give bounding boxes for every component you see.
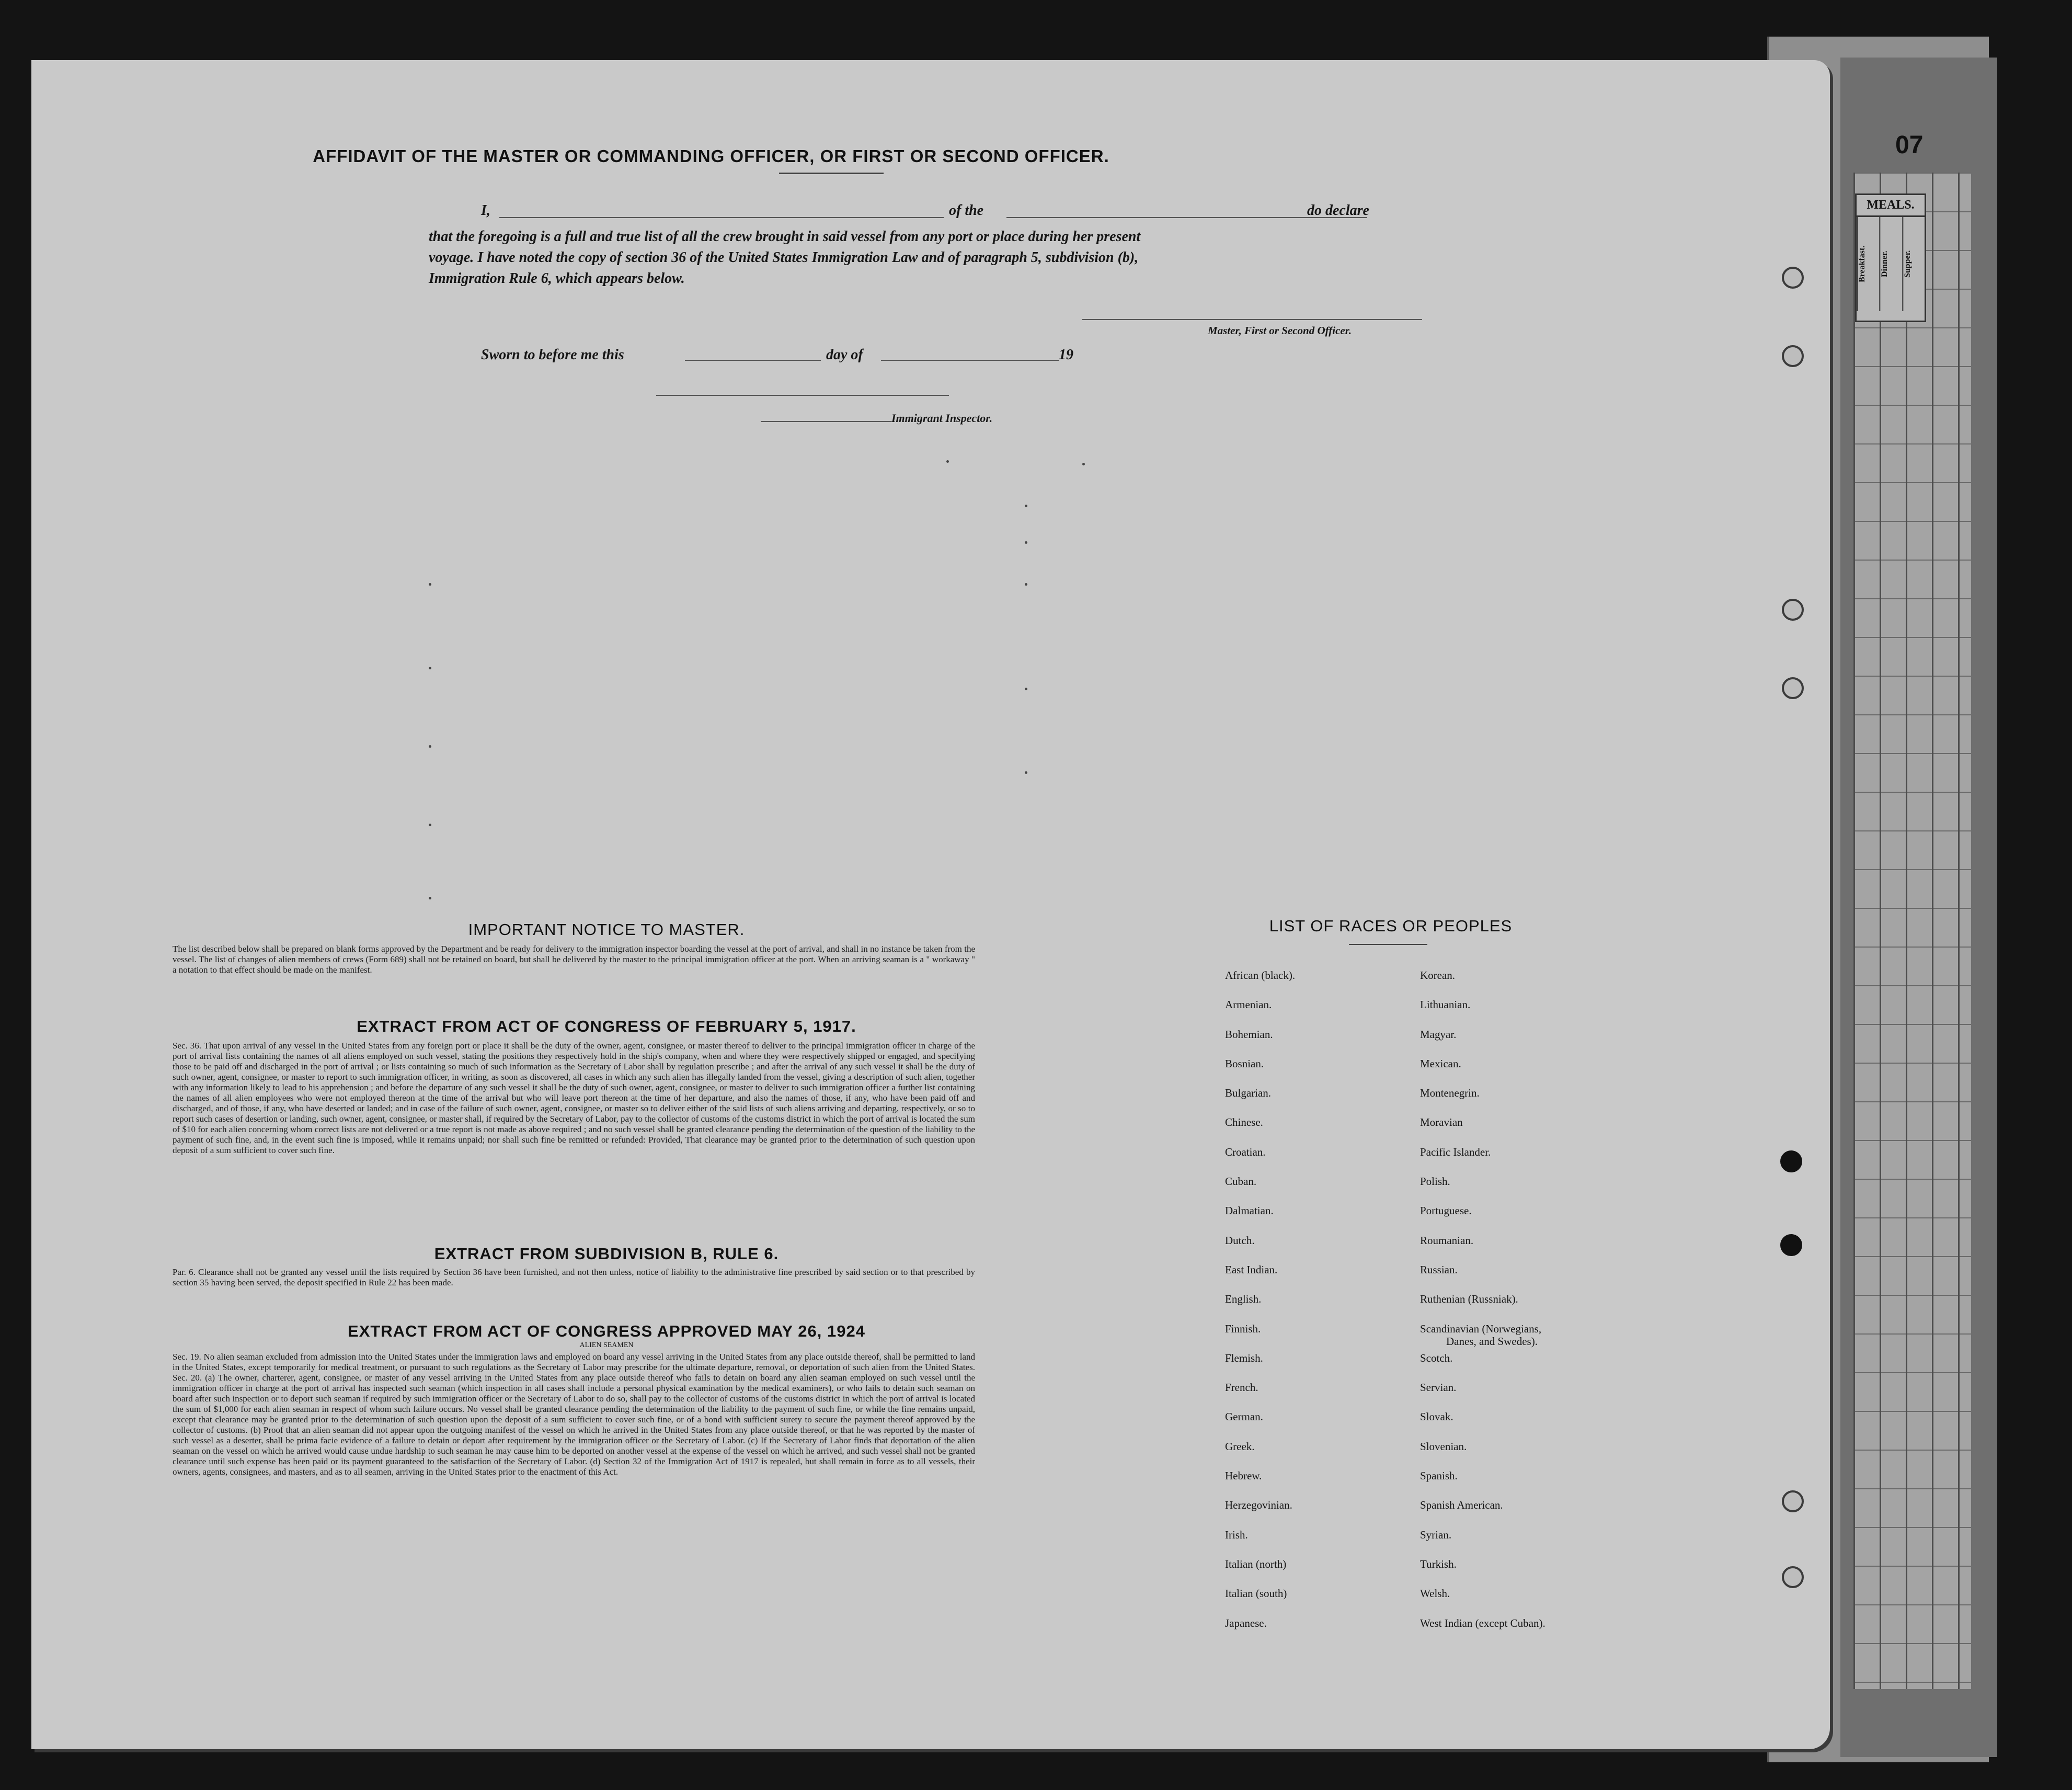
race-item: Pacific Islander. bbox=[1420, 1145, 1491, 1158]
races-left-column bbox=[1225, 969, 1295, 1646]
race-item: Chinese. bbox=[1225, 1116, 1263, 1129]
faint-mark bbox=[429, 824, 431, 826]
race-item: Dalmatian. bbox=[1225, 1204, 1274, 1217]
race-item: Turkish. bbox=[1420, 1557, 1457, 1570]
notice-body: The list described below shall be prepared on blank forms approved by the Department and be ready for delivery to the immigration inspector boarding the vessel at the port of arrival, and shall in no instance be taken from the vessel. The list of changes of alien members of crews (Form 689) shall not be retained on board, but shall be delivered by the master to the principal immigration officer at the port. When an arriving seaman is a " workaway " a notation to that effect should be made on the manifest. bbox=[173, 944, 975, 975]
document-page bbox=[31, 60, 1830, 1749]
race-item: Hebrew. bbox=[1225, 1469, 1262, 1483]
race-item: Dutch. bbox=[1225, 1234, 1255, 1247]
faint-mark bbox=[429, 897, 431, 899]
punch-hole bbox=[1782, 677, 1804, 699]
race-item: Slovak. bbox=[1420, 1410, 1453, 1423]
race-item: Flemish. bbox=[1225, 1351, 1263, 1364]
race-item: Portuguese. bbox=[1420, 1204, 1472, 1217]
meals-title: MEALS. bbox=[1857, 195, 1925, 217]
race-item: Moravian bbox=[1420, 1116, 1463, 1129]
race-item: Spanish. bbox=[1420, 1469, 1458, 1483]
inspector-label: Immigrant Inspector. bbox=[891, 412, 993, 425]
race-item: Italian (north) bbox=[1225, 1557, 1287, 1570]
year-label: 19 bbox=[1059, 347, 1073, 363]
race-item: Roumanian. bbox=[1420, 1234, 1474, 1247]
race-item: West Indian (except Cuban). bbox=[1420, 1616, 1546, 1629]
race-item: African (black). bbox=[1225, 969, 1296, 982]
race-item: German. bbox=[1225, 1410, 1263, 1423]
faint-mark bbox=[429, 667, 431, 669]
race-item-scandinavian: Scandinavian (Norwegians, bbox=[1420, 1322, 1542, 1335]
race-item: Herzegovinian. bbox=[1225, 1499, 1292, 1512]
race-item: Magyar. bbox=[1420, 1028, 1457, 1041]
race-item: Mexican. bbox=[1420, 1057, 1461, 1070]
name-blank bbox=[499, 217, 944, 218]
affidavit-line-2: voyage. I have noted the copy of section 36 of the United States Immigration Law and of paragraph 5, subdivision (b), bbox=[429, 249, 1139, 266]
race-item: Welsh. bbox=[1420, 1587, 1450, 1600]
race-item: Cuban. bbox=[1225, 1175, 1257, 1188]
notice-title: IMPORTANT NOTICE TO MASTER. bbox=[468, 920, 745, 939]
affidavit-line-1: that the foregoing is a full and true list of all the crew brought in said vessel from any port or place during her present bbox=[429, 229, 1141, 245]
punch-hole bbox=[1782, 345, 1804, 367]
meals-column-header bbox=[1855, 193, 1926, 322]
faint-mark bbox=[1082, 463, 1085, 465]
extract-1917-body: Sec. 36. That upon arrival of any vessel in the United States from any foreign port or place it shall be the duty of the owner, agent, consignee, or master thereof to deliver to the principal immigration officer in charge of the port of arrival lists containing the names of all aliens employed on such vessel, stating the positions they respectively hold in the ship's company, when and where they were respectively shipped or engaged, and specifying those to be paid off and discharged in the port of arrival ; or lists containing so much of such information as the Secretary of Labor shall by regulation prescribe ; and after the arrival of any such vessel it shall be the duty of such owner, agent, consignee, or master to report to such immigration officer, in writing, as soon as discovered, all cases in which any such alien has illegally landed from the vessel, giving a description of such alien, together with any information likely to lead to his apprehension ; and before the departure of any such vessel it shall be the duty of such owner, agent, consignee, or master to deliver to such immigration officer a further list containing the names of all alien employees who were not employed thereon at the time of the arrival but who will leave port thereon at the time of her departure, and also the names of those, if any, who have been paid off and discharged, and of those, if any, who have deserted or landed; and in case of the failure of such owner, agent, consignee, or master so to deliver either of the said lists of such aliens arriving and departing, respectively, or so to report such cases of desertion or landing, such owner, agent, consignee, or master shall, if required by the Secretary of Labor, pay to the collector of customs of the customs district in which the port of arrival is located the sum of $10 for each alien concerning whom correct lists are not delivered or a true report is not made as above required ; and no such vessel shall be granted clearance pending the determination of the question of the liability to the payment of such fine, and, in the event such fine is imposed, while it remains unpaid; nor shall such fine be remitted or refunded: Provided, That clearance may be granted prior to the determination of such question upon deposit of a sum sufficient to cover such fine. bbox=[173, 1041, 975, 1155]
race-item: Russian. bbox=[1420, 1263, 1458, 1276]
faint-mark bbox=[946, 460, 949, 463]
title-underline bbox=[779, 173, 884, 174]
race-item: Greek. bbox=[1225, 1440, 1255, 1453]
race-item: East Indian. bbox=[1225, 1263, 1278, 1276]
faint-mark bbox=[1025, 541, 1027, 544]
master-signature-label: Master, First or Second Officer. bbox=[1208, 324, 1352, 337]
inspector-line-2 bbox=[761, 421, 891, 422]
race-item bbox=[1420, 1322, 1546, 1352]
race-item: Lithuanian. bbox=[1420, 998, 1471, 1011]
sworn-label: Sworn to before me this bbox=[481, 347, 624, 363]
extract-1917-title: EXTRACT FROM ACT OF CONGRESS OF FEBRUARY 5, 1917. bbox=[357, 1017, 856, 1035]
rule-6-title: EXTRACT FROM SUBDIVISION B, RULE 6. bbox=[434, 1245, 779, 1263]
meals-col-dinner: Dinner. bbox=[1879, 217, 1902, 311]
race-item-scandinavian-cont: Danes, and Swedes). bbox=[1446, 1335, 1538, 1348]
race-item: Italian (south) bbox=[1225, 1587, 1287, 1600]
race-item: Servian. bbox=[1420, 1381, 1457, 1394]
race-item: Bosnian. bbox=[1225, 1057, 1264, 1070]
race-item: Spanish American. bbox=[1420, 1499, 1503, 1512]
inspector-line-1 bbox=[656, 395, 949, 396]
race-item: Japanese. bbox=[1225, 1616, 1267, 1629]
race-item: Ruthenian (Russniak). bbox=[1420, 1293, 1518, 1306]
affidavit-of-the: of the bbox=[949, 202, 984, 219]
race-item: Korean. bbox=[1420, 969, 1456, 982]
faint-mark bbox=[1025, 771, 1027, 774]
affidavit-title: AFFIDAVIT OF THE MASTER OR COMMANDING OFFICER, OR FIRST OR SECOND OFFICER. bbox=[313, 146, 1109, 166]
page-number: 07 bbox=[1895, 131, 1924, 159]
affidavit-line-3: Immigration Rule 6, which appears below. bbox=[429, 270, 685, 287]
punch-hole bbox=[1782, 267, 1804, 289]
race-item: Finnish. bbox=[1225, 1322, 1261, 1335]
race-item: English. bbox=[1225, 1293, 1262, 1306]
punch-hole bbox=[1782, 599, 1804, 621]
race-item: Montenegrin. bbox=[1420, 1087, 1480, 1100]
race-item: Irish. bbox=[1225, 1528, 1248, 1541]
rule-6-body: Par. 6. Clearance shall not be granted any vessel until the lists required by Section 36 have been furnished, and not then unless, notice of liability to the administrative fine prescribed by said section or to that prescribed by section 35 having been served, the deposit specified in Rule 22 has been made. bbox=[173, 1267, 975, 1287]
extract-1924-title: EXTRACT FROM ACT OF CONGRESS APPROVED MAY 26, 1924 bbox=[348, 1322, 865, 1340]
meals-col-breakfast: Breakfast. bbox=[1857, 217, 1879, 311]
master-signature-line bbox=[1082, 319, 1422, 320]
affidavit-i: I, bbox=[481, 202, 490, 219]
race-item: French. bbox=[1225, 1381, 1258, 1394]
month-blank bbox=[881, 360, 1059, 361]
extract-1924-body: Sec. 19. No alien seaman excluded from admission into the United States under the immigration laws and employed on board any vessel arriving in the United States from any place outside thereof, shall be permitted to land in the United States, except temporarily for medical treatment, or pursuant to such regulations as the Secretary of Labor may prescribe for the ultimate departure, removal, or deportation of such alien from the United States. Sec. 20. (a) The owner, charterer, agent, consignee, or master of any vessel arriving in the United States from any place outside thereof who fails to detain on board any alien seaman employed on such vessel until the immigration officer in charge at the port of arrival has inspected such seaman (which inspection in all cases shall include a personal physical examination by the medical examiners), or who fails to detain such seaman on board after such inspection or to deport such seaman if required by such immigration officer or the Secretary of Labor to do so, shall pay to the collector of customs of the customs district in which the port of arrival is located the sum of $1,000 for each alien seaman in respect of whom such failure occurs. No vessel shall be granted clearance pending the determination of the liability to the payment of such fine, or while the fine remains unpaid, except that clearance may be granted prior to the determination of such question upon the deposit of a sum sufficient to cover such fine, or of a bond with sufficient surety to secure the payment thereof approved by the collector of customs. (b) Proof that an alien seaman did not appear upon the outgoing manifest of the vessel on which he arrived in the United States from any place outside thereof, or that he was reported by the master of such vessel as a deserter, shall be prima facie evidence of a failure to detain or deport after requirement by the immigration officer or the Secretary of Labor. (c) If the Secretary of Labor finds that deportation of the alien seaman on the vessel on which he arrived would cause undue hardship to such seaman he may cause him to be deported on another vessel at the expense of the vessel on which he arrived, and such vessel shall not be granted clearance until such expense has been paid or its payment guaranteed to the satisfaction of the Secretary of Labor. (d) Section 32 of the Immigration Act of 1917 is repealed, but shall remain in force as to all vessels, their owners, agents, consignees, and masters, and as to all seamen, arriving in the United States prior to the enactment of this Act. bbox=[173, 1352, 975, 1477]
faint-mark bbox=[429, 583, 431, 586]
punch-hole bbox=[1780, 1234, 1802, 1256]
punch-hole bbox=[1782, 1566, 1804, 1588]
ruled-grid bbox=[1853, 173, 1971, 1689]
race-item: Slovenian. bbox=[1420, 1440, 1467, 1453]
day-of-label: day of bbox=[826, 347, 863, 363]
faint-mark bbox=[1025, 505, 1027, 507]
faint-mark bbox=[1025, 688, 1027, 690]
faint-mark bbox=[429, 745, 431, 748]
race-item: Bulgarian. bbox=[1225, 1087, 1272, 1100]
race-item: Syrian. bbox=[1420, 1528, 1452, 1541]
punch-hole bbox=[1782, 1490, 1804, 1512]
punch-hole bbox=[1780, 1150, 1802, 1172]
sworn-day-blank bbox=[685, 360, 821, 361]
affidavit-do-declare: do declare bbox=[1307, 202, 1369, 219]
extract-1924-subtitle: ALIEN SEAMEN bbox=[579, 1341, 634, 1349]
races-right-column bbox=[1420, 969, 1546, 1646]
meals-col-supper: Supper. bbox=[1902, 217, 1925, 311]
race-item: Scotch. bbox=[1420, 1351, 1453, 1364]
race-item: Armenian. bbox=[1225, 998, 1272, 1011]
faint-mark bbox=[1025, 583, 1027, 586]
races-title-underline bbox=[1349, 944, 1427, 945]
races-title: LIST OF RACES OR PEOPLES bbox=[1269, 917, 1513, 935]
race-item: Croatian. bbox=[1225, 1145, 1266, 1158]
race-item: Polish. bbox=[1420, 1175, 1450, 1188]
race-item: Bohemian. bbox=[1225, 1028, 1273, 1041]
